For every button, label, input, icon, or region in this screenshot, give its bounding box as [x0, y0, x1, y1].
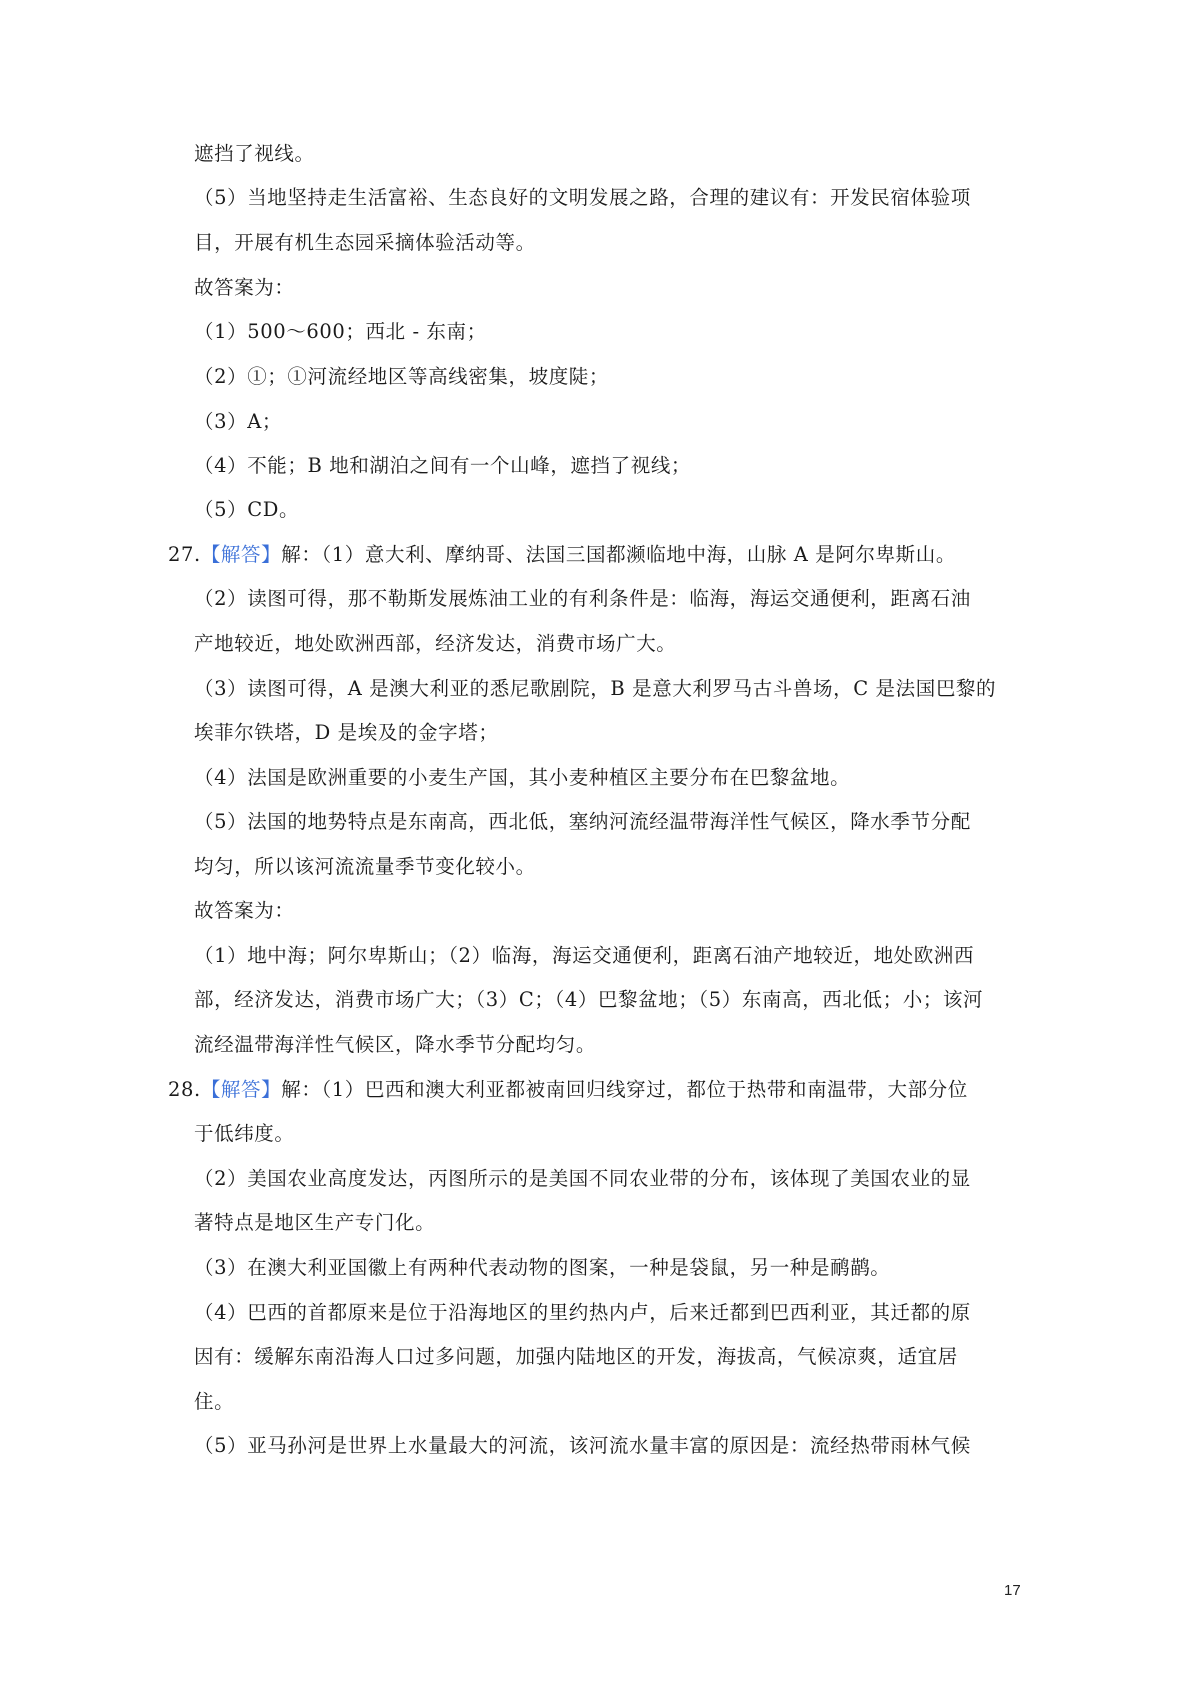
- text-line: （4）巴西的首都原来是位于沿海地区的里约热内卢，后来迁都到巴西利亚，其迁都的原: [194, 1301, 971, 1324]
- text-line: 解：（1）巴西和澳大利亚都被南回归线穿过，都位于热带和南温带，大部分位: [281, 1078, 968, 1101]
- text-line: 故答案为：: [194, 276, 295, 299]
- answer-tag: 【解答】: [200, 1078, 282, 1101]
- text-line: 产地较近，地处欧洲西部，经济发达，消费市场广大。: [194, 632, 677, 655]
- text-line: 流经温带海洋性气候区，降水季节分配均匀。: [194, 1033, 597, 1056]
- text-line: （5）法国的地势特点是东南高，西北低，塞纳河流经温带海洋性气候区，降水季节分配: [194, 810, 971, 833]
- question-27-line: [168, 541, 956, 569]
- text-line: 著特点是地区生产专门化。: [194, 1211, 436, 1234]
- question-number: 27.: [168, 543, 201, 566]
- text-line: （2）读图可得，那不勒斯发展炼油工业的有利条件是：临海，海运交通便利，距离石油: [194, 587, 971, 610]
- text-line: （3）A；: [194, 410, 282, 433]
- text-line: （2）①；①河流经地区等高线密集，坡度陡；: [194, 365, 610, 388]
- question-number: 28.: [168, 1078, 201, 1101]
- text-line: （1）地中海；阿尔卑斯山；（2）临海，海运交通便利，距离石油产地较近，地处欧洲西: [194, 944, 975, 967]
- text-line: 目，开展有机生态园采摘体验活动等。: [194, 231, 536, 254]
- text-line: 于低纬度。: [194, 1122, 295, 1145]
- text-line: （5）当地坚持走生活富裕、生态良好的文明发展之路，合理的建议有：开发民宿体验项: [194, 186, 971, 209]
- text-line: 均匀，所以该河流流量季节变化较小。: [194, 855, 536, 878]
- text-line: 住。: [194, 1390, 235, 1413]
- text-line: 埃菲尔铁塔，D 是埃及的金字塔；: [194, 721, 499, 744]
- question-28-line: [168, 1076, 968, 1104]
- text-line: （5）亚马孙河是世界上水量最大的河流，该河流水量丰富的原因是：流经热带雨林气候: [194, 1434, 971, 1457]
- text-line: 因有：缓解东南沿海人口过多问题，加强内陆地区的开发，海拔高，气候凉爽，适宜居: [194, 1345, 958, 1368]
- answer-tag: 【解答】: [200, 543, 282, 566]
- text-line: （4）不能；B 地和湖泊之间有一个山峰，遮挡了视线；: [194, 454, 692, 477]
- text-line: （3）读图可得，A 是澳大利亚的悉尼歌剧院，B 是意大利罗马古斗兽场，C 是法国巴黎的: [194, 677, 997, 700]
- page-number: 17: [1004, 1582, 1021, 1599]
- text-line: （3）在澳大利亚国徽上有两种代表动物的图案，一种是袋鼠，另一种是鸸鹋。: [194, 1256, 891, 1279]
- text-line: （4）法国是欧洲重要的小麦生产国，其小麦种植区主要分布在巴黎盆地。: [194, 766, 851, 789]
- text-line: 解：（1）意大利、摩纳哥、法国三国都濒临地中海，山脉 A 是阿尔卑斯山。: [281, 543, 956, 566]
- text-line: 故答案为：: [194, 899, 295, 922]
- text-line: 部，经济发达，消费市场广大；（3）C；（4）巴黎盆地；（5）东南高，西北低；小；该河: [194, 988, 984, 1011]
- text-line: （5）CD。: [194, 498, 300, 521]
- text-line: （1）500～600；西北 - 东南；: [194, 320, 487, 343]
- text-line: （2）美国农业高度发达，丙图所示的是美国不同农业带的分布，该体现了美国农业的显: [194, 1167, 971, 1190]
- text-line: 遮挡了视线。: [194, 142, 315, 165]
